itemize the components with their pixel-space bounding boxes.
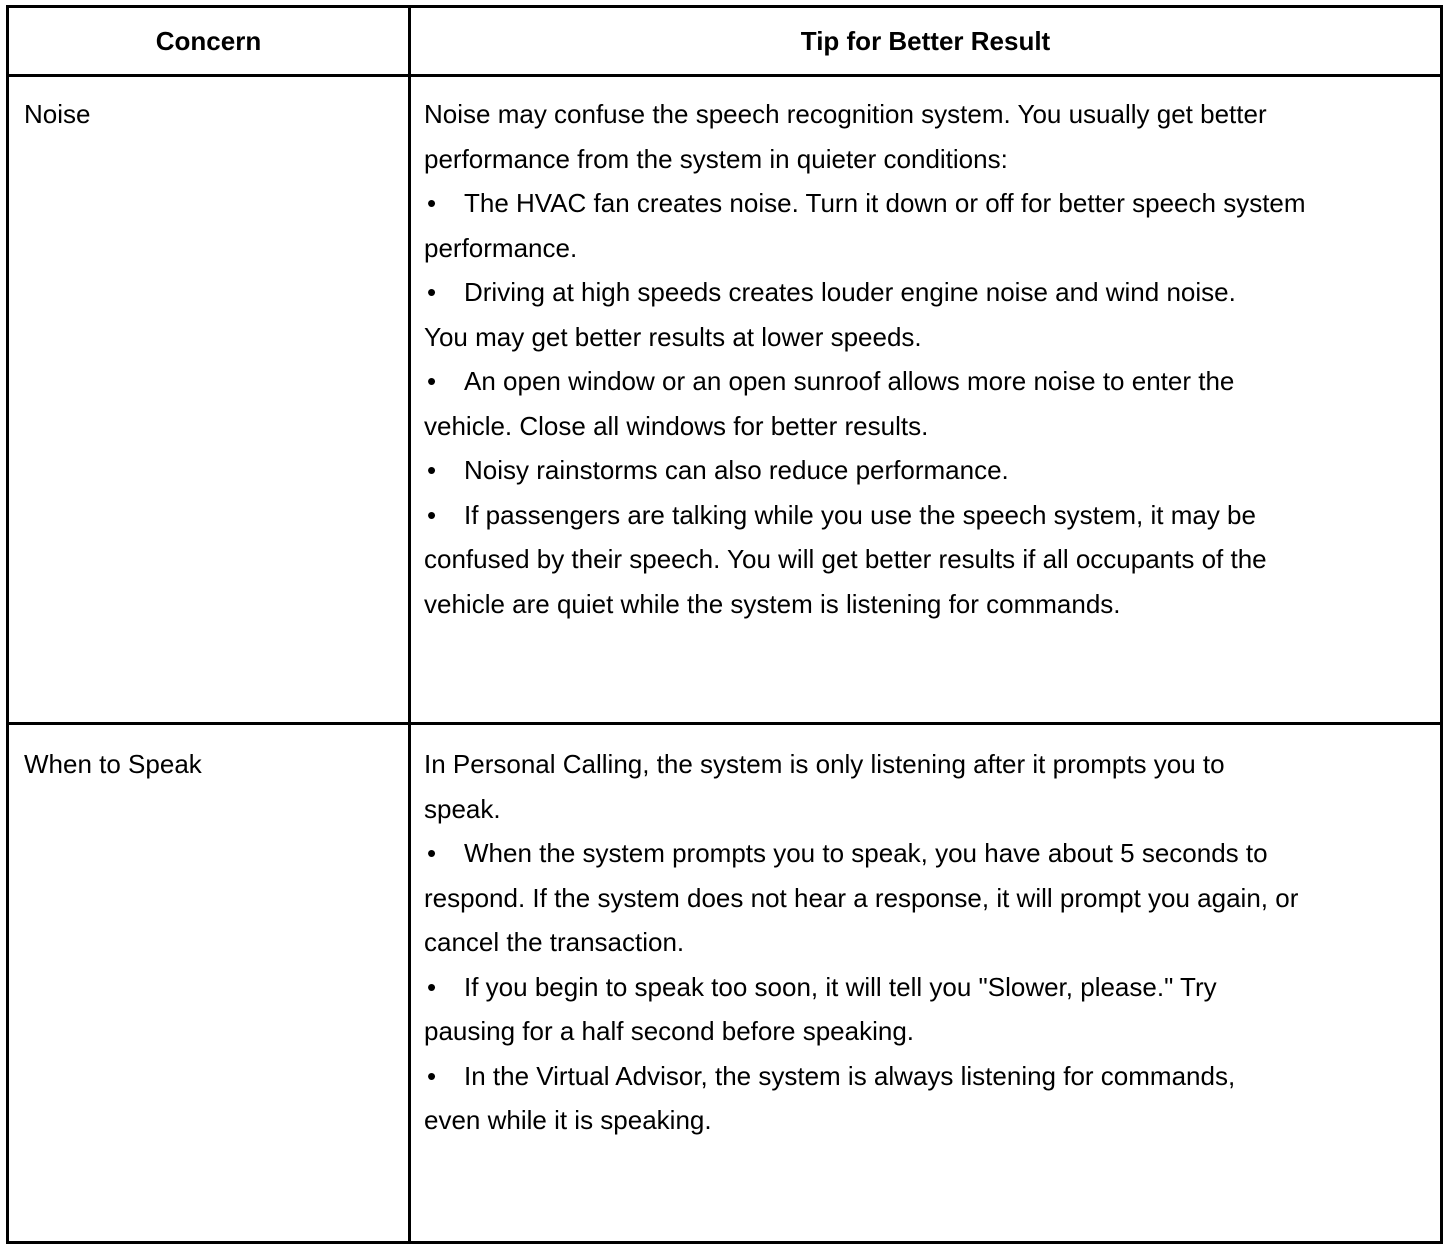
tip-bullet-item	[424, 181, 1434, 226]
tip-text-line: even while it is speaking.	[424, 1105, 712, 1135]
tip-text-line: confused by their speech. You will get better results if all occupants of the	[424, 544, 1267, 574]
tip-text-line: performance.	[424, 232, 578, 263]
tip-text-line: performance from the system in quieter conditions:	[424, 143, 1008, 174]
bullet-icon: •	[427, 188, 437, 218]
column-divider	[408, 8, 411, 1241]
tip-text: Noisy rainstorms can also reduce performance.	[464, 455, 1009, 485]
tip-text: The HVAC fan creates noise. Turn it down or off for better speech system	[464, 188, 1306, 218]
bullet-icon: •	[427, 455, 437, 485]
tip-text: An open window or an open sunroof allows more noise to enter the	[464, 366, 1235, 396]
tip-text: When the system prompts you to speak, you have about 5 seconds to	[464, 838, 1268, 868]
bullet-icon: •	[427, 366, 437, 396]
tip-text-line: speak.	[424, 793, 501, 824]
row-when-to-speak-concern: When to Speak	[24, 749, 202, 779]
tip-text-line: vehicle. Close all windows for better results.	[424, 410, 929, 441]
tip-bullet-item	[424, 965, 1434, 1010]
row-noise-concern: Noise	[24, 99, 91, 129]
bullet-icon: •	[427, 971, 437, 1002]
tip-bullet-item	[424, 359, 1434, 404]
tip-bullet-item	[424, 1054, 1434, 1099]
tip-text: If you begin to speak too soon, it will tell you "Slower, please." Try	[464, 971, 1217, 1002]
header-concern: Concern	[155, 25, 262, 56]
tip-text-line: Noise may confuse the speech recognition system. You usually get better	[424, 99, 1267, 129]
tip-bullet-item	[424, 831, 1434, 876]
row-divider	[9, 722, 1440, 725]
bullet-icon: •	[427, 838, 437, 868]
tip-text: In the Virtual Advisor, the system is always listening for commands,	[464, 1060, 1236, 1091]
tip-text-line: cancel the transaction.	[424, 927, 685, 957]
row-when-to-speak-tip	[424, 742, 1434, 1143]
header-divider	[9, 74, 1440, 77]
tip-text-line: pausing for a half second before speaking.	[424, 1016, 915, 1046]
tip-text-line: You may get better results at lower speeds.	[424, 321, 922, 352]
tip-text-line: respond. If the system does not hear a response, it will prompt you again, or	[424, 882, 1299, 913]
tip-bullet-item	[424, 270, 1434, 315]
tip-bullet-item	[424, 493, 1434, 538]
header-tip: Tip for Better Result	[800, 25, 1051, 56]
tip-text: Driving at high speeds creates louder engine noise and wind noise.	[464, 277, 1236, 307]
bullet-icon: •	[427, 277, 437, 307]
bullet-icon: •	[427, 1060, 437, 1091]
tip-text-line: vehicle are quiet while the system is listening for commands.	[424, 588, 1121, 619]
tip-text-line: In Personal Calling, the system is only listening after it prompts you to	[424, 749, 1225, 779]
tip-bullet-item	[424, 448, 1434, 493]
tip-text: If passengers are talking while you use the speech system, it may be	[464, 499, 1256, 530]
tips-table	[6, 5, 1443, 1244]
bullet-icon: •	[427, 499, 437, 530]
row-noise-tip	[424, 92, 1434, 626]
